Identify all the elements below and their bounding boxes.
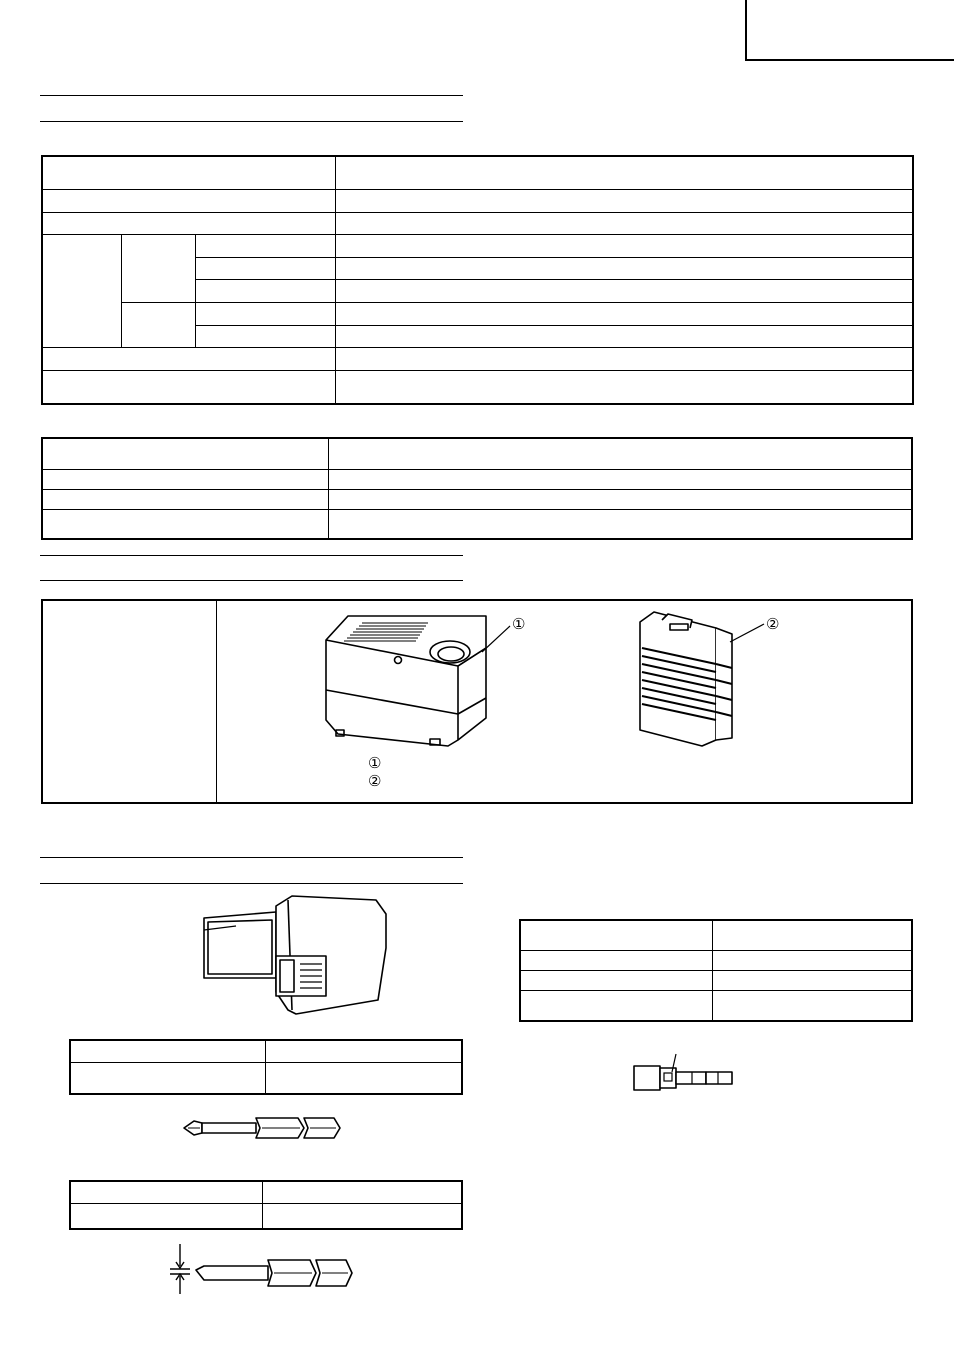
phillips-bit-icon — [180, 1112, 344, 1144]
section-optional-accessories-rule-top — [40, 857, 463, 858]
table-row — [520, 950, 912, 970]
table-row — [42, 302, 913, 325]
callout-1: ① — [512, 616, 526, 633]
specifications-table — [41, 155, 914, 405]
section-specifications-rule-top — [40, 95, 463, 96]
table-row — [42, 235, 913, 258]
table-row — [520, 920, 912, 950]
battery-icon — [196, 892, 390, 1016]
section-optional-accessories-rule-bottom — [40, 883, 463, 884]
table-row — [70, 1040, 462, 1062]
carrying-case-icon — [632, 608, 782, 748]
optional-table-1 — [69, 1039, 463, 1095]
table-row — [520, 970, 912, 990]
legend-2: ② — [368, 773, 382, 790]
table-row — [42, 438, 912, 469]
table-row — [42, 469, 912, 489]
table-row — [70, 1181, 462, 1203]
section-standard-accessories-rule-top — [40, 555, 463, 556]
table-row — [42, 509, 912, 539]
table-row — [70, 1062, 462, 1094]
table-row — [42, 190, 913, 213]
callout-2: ② — [766, 616, 780, 633]
optional-table-2 — [69, 1180, 463, 1230]
section-standard-accessories-rule-bottom — [40, 580, 463, 581]
table-row — [42, 212, 913, 235]
charger-icon — [318, 608, 518, 753]
socket-adapter-icon — [630, 1052, 736, 1094]
table-row — [42, 156, 913, 190]
flat-bit-icon — [160, 1240, 356, 1300]
section-specifications-rule-bottom — [40, 121, 463, 122]
optional-table-3 — [519, 919, 913, 1022]
table-row — [42, 489, 912, 509]
table-row — [42, 348, 913, 371]
corner-tab — [745, 0, 954, 61]
table-row — [70, 1203, 462, 1229]
table-row — [42, 370, 913, 404]
standard-accessories-divider — [216, 601, 217, 802]
charging-table — [41, 437, 913, 540]
table-row — [520, 991, 912, 1021]
legend-1: ① — [368, 755, 382, 772]
